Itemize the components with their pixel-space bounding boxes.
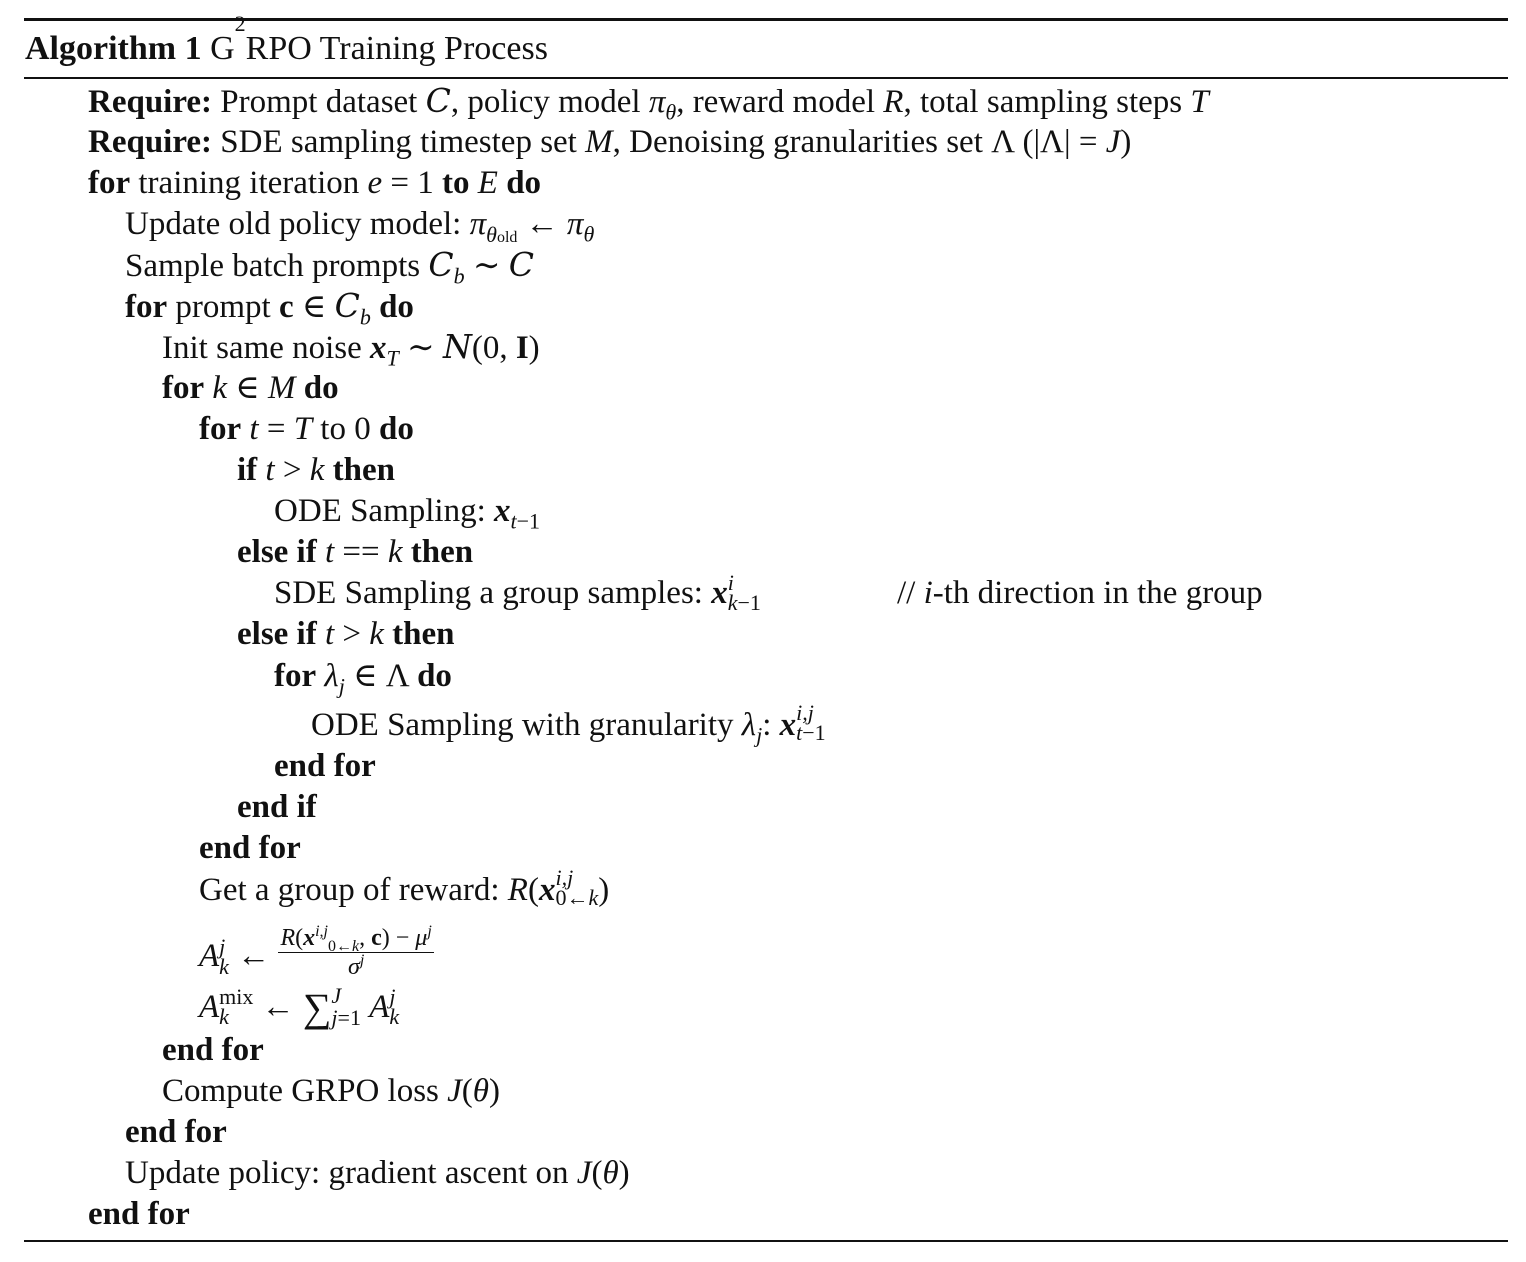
bottom-rule [24, 1240, 1508, 1242]
algorithm-caption: Algorithm 1 $G^2RPO$ Training Process [25, 11, 548, 67]
top-rule [24, 18, 1508, 21]
caption-rule [24, 77, 1508, 79]
